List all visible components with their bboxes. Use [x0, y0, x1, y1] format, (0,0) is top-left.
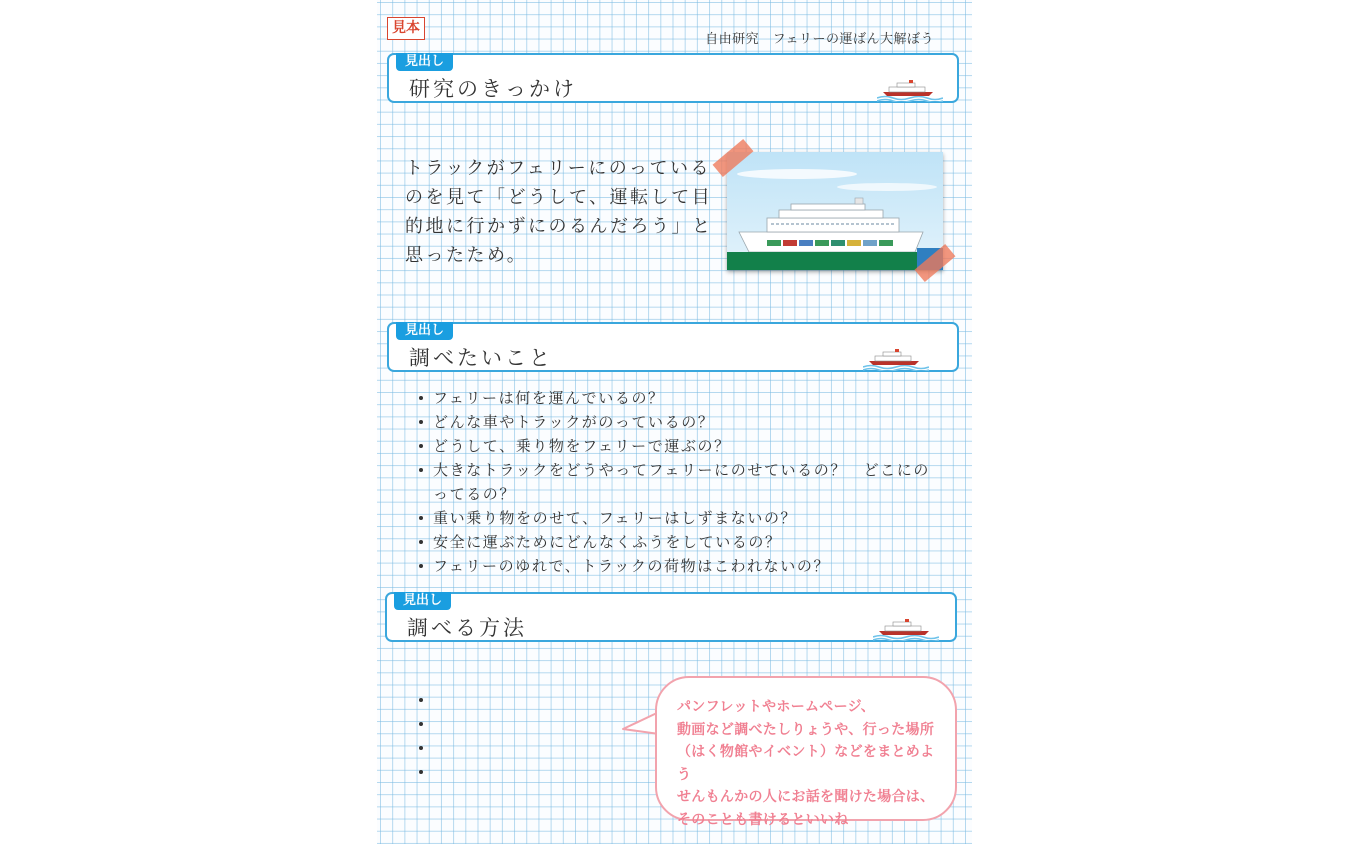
ferry-icon — [863, 349, 929, 371]
heading-title: 研究のきっかけ — [409, 77, 577, 101]
list-item — [417, 736, 533, 760]
motivation-line: 的地に行かずにのるんだろう」と — [405, 216, 713, 237]
list-item — [417, 760, 533, 784]
list-item: どうして、乗り物をフェリーで運ぶの？ — [417, 434, 937, 458]
ferry-photo — [727, 152, 943, 270]
section-heading-methods — [385, 592, 957, 642]
question-list — [417, 386, 937, 578]
heading-tag: 見出し — [394, 592, 451, 610]
hint-speech-bubble — [655, 676, 957, 828]
hint-line: 動画など調べたしりょうや、行った場所 — [677, 721, 935, 738]
section-heading-questions — [387, 322, 959, 372]
motivation-line: のを見て「どうして、運転して目 — [405, 187, 713, 208]
sample-stamp: 見本 — [387, 17, 425, 40]
list-item: 重い乗り物をのせて、フェリーはしずまないの？ — [417, 506, 937, 530]
hint-line: （はく物館やイベント）などをまとめよう — [677, 744, 935, 783]
motivation-text — [405, 154, 715, 270]
heading-tag: 見出し — [396, 53, 453, 71]
hint-line: せんもんかの人にお話を聞けた場合は、 — [677, 789, 935, 805]
notebook-page — [377, 0, 972, 844]
heading-tag: 見出し — [396, 322, 453, 340]
list-item: どんな車やトラックがのっているの？ — [417, 410, 937, 434]
section-heading-motivation — [387, 53, 959, 103]
method-list — [417, 688, 533, 784]
hint-text — [677, 696, 947, 831]
list-item: 安全に運ぶためにどんなくふうをしているの？ — [417, 530, 937, 554]
list-item: フェリーのゆれで、トラックの荷物はこわれないの？ — [417, 554, 937, 578]
hint-line: パンフレットやホームページ、 — [677, 699, 876, 715]
heading-title: 調べる方法 — [407, 616, 527, 640]
motivation-line: トラックがフェリーにのっている — [405, 158, 712, 179]
heading-title: 調べたいこと — [409, 346, 553, 370]
list-item: フェリーは何を運んでいるの？ — [417, 386, 937, 410]
ferry-icon — [873, 619, 939, 641]
hint-line: そのことも書けるといいね — [677, 811, 849, 828]
document-title: 自由研究 フェリーの運ばん大解ぼう — [705, 32, 934, 47]
ferry-icon — [877, 80, 943, 102]
list-item: 大きなトラックをどうやってフェリーにのせているの？ どこにのってるの？ — [417, 458, 937, 506]
list-item — [417, 688, 533, 712]
motivation-line: 思ったため。 — [405, 245, 528, 266]
list-item — [417, 712, 533, 736]
